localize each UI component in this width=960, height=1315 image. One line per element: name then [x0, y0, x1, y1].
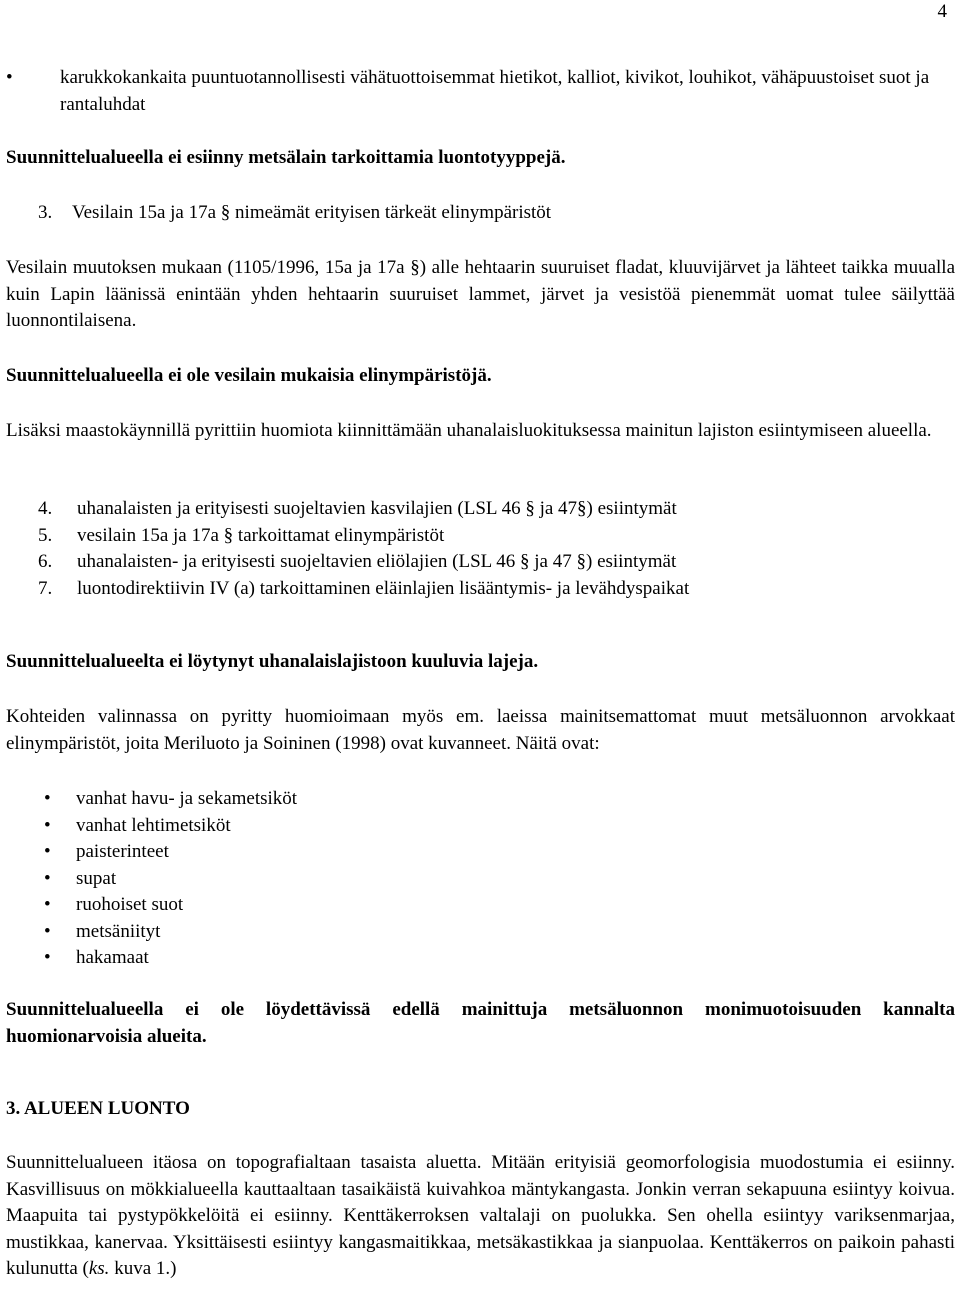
list-item — [6, 919, 955, 946]
para-nature — [6, 1150, 955, 1283]
para-nature-text: Suunnittelualueen itäosa on topografialtaan tasaista aluetta. Mitään erityisiä geomorfologisia muodostumia ei esiinny. Kasvillisuus on mökkialueella kauttaaltaan tasaikäistä kuivahkoa mäntykangasta. Jonkin verran sekapuuna esiintyy koivua. Maapuita tai pystypökkelöitä ei esiinny. Kenttäkerroksen valtalaji on puolukka. Sen ohella esiintyy variksenmarjaa, mustikkaa, kanervaa. Yksittäisesti esiintyy kangasmaitikkaa, metsäkastikkaa ja sianpuolaa. Kenttäkerros on paikoin pahasti kulunutta ( — [6, 1152, 955, 1279]
list-text: hakamaat — [76, 947, 149, 968]
list-item — [6, 892, 955, 919]
list-item — [6, 839, 955, 866]
heading-text: Vesilain 15a ja 17a § nimeämät erityisen tärkeät elinympäristöt — [72, 202, 552, 223]
bullet-icon: • — [44, 947, 51, 968]
heading-number: 3. — [38, 202, 53, 223]
para-no-water-habitats: Suunnittelualueella ei ole vesilain mukaisia elinympäristöjä. — [6, 365, 492, 386]
list-item — [6, 786, 955, 813]
section-heading: 3. ALUEEN LUONTO — [6, 1098, 190, 1119]
para-additionally: Lisäksi maastokäynnillä pyrittiin huomiota kiinnittämään uhanalaisluokituksessa mainitun lajiston esiintymiseen alueella. — [6, 420, 932, 441]
list-item — [6, 65, 955, 118]
list-item — [6, 813, 955, 840]
para-nature-italic: ks. — [88, 1258, 110, 1279]
list-item — [6, 866, 955, 893]
bullet-icon: • — [6, 67, 13, 88]
bullet-icon: • — [44, 841, 51, 862]
top-bullet-list — [6, 65, 955, 118]
list-text: vesilain 15a ja 17a § tarkoittamat elinympäristöt — [77, 524, 445, 546]
list-item — [6, 945, 955, 972]
bullet-icon: • — [44, 788, 51, 809]
para-no-endangered: Suunnittelualueelta ei löytynyt uhanalaislajistoon kuuluvia lajeja. — [6, 651, 539, 672]
bullet-icon: • — [44, 920, 51, 942]
list-text: vanhat havu- ja sekametsiköt — [76, 788, 298, 809]
page-number: 4 — [937, 1, 947, 22]
para-water-act: Vesilain muutoksen mukaan (1105/1996, 15a ja 17a §) alle hehtaarin suuruiset fladat, kluuvijärvet ja lähteet taikka muualla kuin Lapin läänissä enintään yhden hehtaarin suuruiset lammet, järvet ja vesistöä pienemmät uomat tulee säilyttää luonnontilaisena. — [6, 257, 955, 331]
list-number: 5. — [38, 524, 53, 546]
list-text: supat — [76, 867, 117, 889]
bullet-text: karukkokankaita puuntuotannollisesti vähätuottoisemmat hietikot, kalliot, kivikot, louhikot, vähäpuustoiset suot ja rantaluhdat — [60, 67, 930, 115]
list-text: ruohoiset suot — [76, 894, 184, 915]
list-item — [6, 496, 955, 523]
para-selection: Kohteiden valinnassa on pyritty huomioimaan myös em. laeissa mainitsemattomat muut metsäluonnon arvokkaat elinympäristöt, joita Meriluoto ja Soininen (1998) ovat kuvanneet. Näitä ovat: — [6, 706, 955, 754]
numbered-list — [6, 496, 955, 602]
list-item — [6, 549, 955, 576]
list-item — [6, 523, 955, 550]
bullet-icon: • — [44, 867, 51, 889]
list-text: uhanalaisten ja erityisesti suojeltavien kasvilajien (LSL 46 § ja 47§) esiintymät — [77, 498, 677, 519]
para-no-forest-habitats: Suunnittelualueella ei esiinny metsälain tarkoittamia luontotyyppejä. — [6, 147, 566, 168]
bullet-icon: • — [44, 814, 51, 836]
list-text: vanhat lehtimetsiköt — [76, 814, 231, 836]
list-text: uhanalaisten- ja erityisesti suojeltavien eliölajien (LSL 46 § ja 47 §) esiintymät — [77, 551, 677, 572]
habitat-bullet-list — [6, 786, 955, 972]
para-no-valuable: Suunnittelualueella ei ole löydettävissä edellä mainittuja metsäluonnon monimuotoisuuden kannalta huomionarvoisia alueita. — [6, 999, 955, 1047]
list-text: metsäniityt — [76, 920, 161, 942]
bullet-icon: • — [44, 894, 51, 915]
list-text: luontodirektiivin IV (a) tarkoittaminen eläinlajien lisääntymis- ja levähdyspaikat — [77, 577, 690, 599]
list-item — [6, 576, 955, 603]
list-number: 6. — [38, 551, 53, 572]
list-number: 4. — [38, 498, 53, 519]
list-text: paisterinteet — [76, 841, 169, 862]
para-nature-tail: kuva 1.) — [109, 1258, 177, 1279]
heading-water-act — [6, 200, 955, 227]
list-number: 7. — [38, 577, 53, 599]
